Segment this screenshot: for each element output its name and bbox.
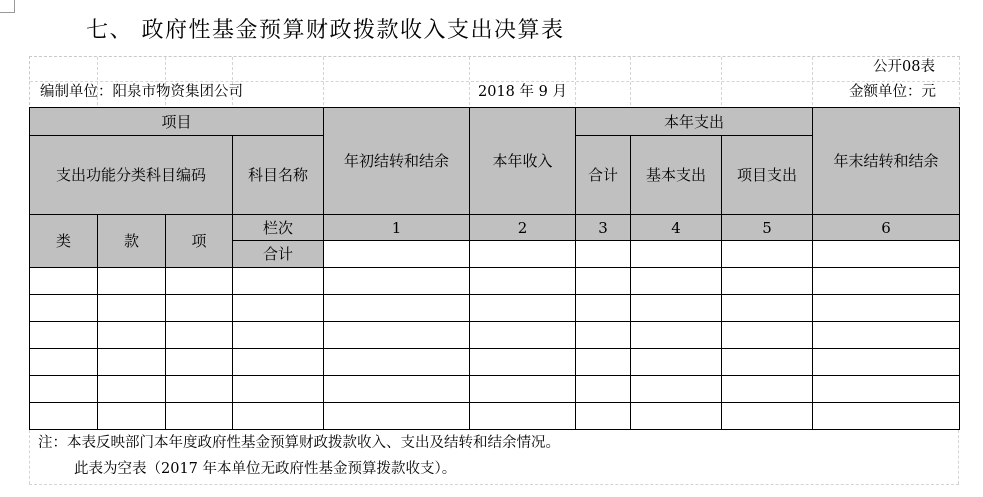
- table-cell: [30, 322, 98, 349]
- grid-line: [721, 57, 722, 105]
- col-number: 5: [722, 215, 813, 241]
- table-cell: [470, 322, 576, 349]
- table-cell: [166, 295, 233, 322]
- table-cell: [166, 376, 233, 403]
- table-cell: [324, 349, 470, 376]
- table-cell: [813, 376, 960, 403]
- table-cell: [470, 241, 576, 268]
- col-number: 4: [631, 215, 722, 241]
- grid-line: [323, 57, 324, 105]
- header-lei: 类: [30, 215, 98, 268]
- note-line-2: 此表为空表（2017 年本单位无政府性基金预算拨款收支）。: [74, 461, 457, 477]
- table-cell: [631, 349, 722, 376]
- grid-line: [630, 57, 631, 105]
- grid-line: [812, 57, 813, 105]
- currency-unit: 金额单位：元: [849, 84, 936, 100]
- table-cell: [324, 268, 470, 295]
- grid-line: [469, 57, 470, 105]
- table-cell: [233, 295, 324, 322]
- table-row: [30, 403, 960, 430]
- header-project: 项目: [30, 108, 324, 136]
- table-cell: [233, 349, 324, 376]
- table-cell: [470, 268, 576, 295]
- col-number: 2: [470, 215, 576, 241]
- table-cell: [166, 322, 233, 349]
- table-cell: [813, 403, 960, 430]
- table-cell: [722, 403, 813, 430]
- table-cell: [30, 376, 98, 403]
- table-cell: [631, 295, 722, 322]
- table-cell: [813, 268, 960, 295]
- header-expense-group: 本年支出: [576, 108, 813, 136]
- col-number: 6: [813, 215, 960, 241]
- grid-line: [959, 57, 960, 105]
- table-cell: [98, 268, 166, 295]
- table-cell: [324, 295, 470, 322]
- table-cell: [576, 295, 631, 322]
- table-cell: [631, 268, 722, 295]
- col-number: 3: [576, 215, 631, 241]
- table-cell: [576, 349, 631, 376]
- table-cell: [470, 403, 576, 430]
- header-project-expense: 项目支出: [722, 136, 813, 215]
- table-cell: [324, 241, 470, 268]
- table-cell: [576, 403, 631, 430]
- table-row: [30, 349, 960, 376]
- table-cell: [631, 403, 722, 430]
- col-number: 1: [324, 215, 470, 241]
- table-cell: [233, 403, 324, 430]
- header-income: 本年收入: [470, 108, 576, 215]
- table-cell: [813, 322, 960, 349]
- header-xiang: 项: [166, 215, 233, 268]
- header-subject-name: 科目名称: [233, 136, 324, 215]
- table-cell: [576, 376, 631, 403]
- table-cell: [722, 295, 813, 322]
- table-cell: [576, 241, 631, 268]
- table-row: [30, 268, 960, 295]
- form-code: 公开08表: [873, 59, 935, 75]
- table-cell: [30, 403, 98, 430]
- header-kuan: 款: [98, 215, 166, 268]
- table-cell: [631, 322, 722, 349]
- table-cell: [324, 376, 470, 403]
- table-row: [30, 376, 960, 403]
- table-cell: [166, 268, 233, 295]
- corner-mark: [0, 0, 15, 13]
- table-cell: [576, 322, 631, 349]
- table-cell: [30, 349, 98, 376]
- table-cell: [30, 268, 98, 295]
- header-column-no: 栏次: [233, 215, 324, 241]
- page-title: 七、 政府性基金预算财政拨款收入支出决算表: [86, 18, 565, 43]
- header-end-balance: 年末结转和结余: [813, 108, 960, 215]
- table-cell: [324, 403, 470, 430]
- table-cell: [722, 241, 813, 268]
- table-cell: [98, 349, 166, 376]
- table-cell: [722, 322, 813, 349]
- table-cell: [813, 295, 960, 322]
- unit-label: 编制单位：阳泉市物资集团公司: [40, 84, 243, 100]
- table-cell: [470, 349, 576, 376]
- table-cell: [233, 268, 324, 295]
- table-cell: [631, 376, 722, 403]
- table-cell: [98, 376, 166, 403]
- table-cell: [631, 241, 722, 268]
- table-cell: [722, 349, 813, 376]
- period-label: 2018 年 9 月: [478, 84, 567, 100]
- table-cell: [470, 376, 576, 403]
- grid-line: [958, 430, 959, 484]
- table-cell: [470, 295, 576, 322]
- table-cell: [813, 349, 960, 376]
- table-cell: [576, 268, 631, 295]
- grid-line: [29, 484, 959, 485]
- table-cell: [722, 268, 813, 295]
- table-cell: [722, 376, 813, 403]
- table-cell: [98, 322, 166, 349]
- table-cell: [233, 322, 324, 349]
- grid-line: [575, 57, 576, 105]
- header-total: 合计: [576, 136, 631, 215]
- grid-line: [29, 430, 30, 484]
- table-cell: [813, 241, 960, 268]
- table-row: [30, 295, 960, 322]
- table-cell: [166, 403, 233, 430]
- table-cell: [324, 322, 470, 349]
- budget-table: [29, 107, 960, 430]
- table-cell: [233, 376, 324, 403]
- note-line-1: 注：本表反映部门本年度政府性基金预算财政拨款收入、支出及结转和结余情况。: [38, 435, 560, 451]
- header-func-code: 支出功能分类科目编码: [30, 136, 233, 215]
- table-cell: [30, 295, 98, 322]
- header-sum: 合计: [233, 241, 324, 268]
- table-cell: [98, 403, 166, 430]
- table-cell: [98, 295, 166, 322]
- header-basic-expense: 基本支出: [631, 136, 722, 215]
- table-cell: [166, 349, 233, 376]
- header-begin-balance: 年初结转和结余: [324, 108, 470, 215]
- table-row: [30, 322, 960, 349]
